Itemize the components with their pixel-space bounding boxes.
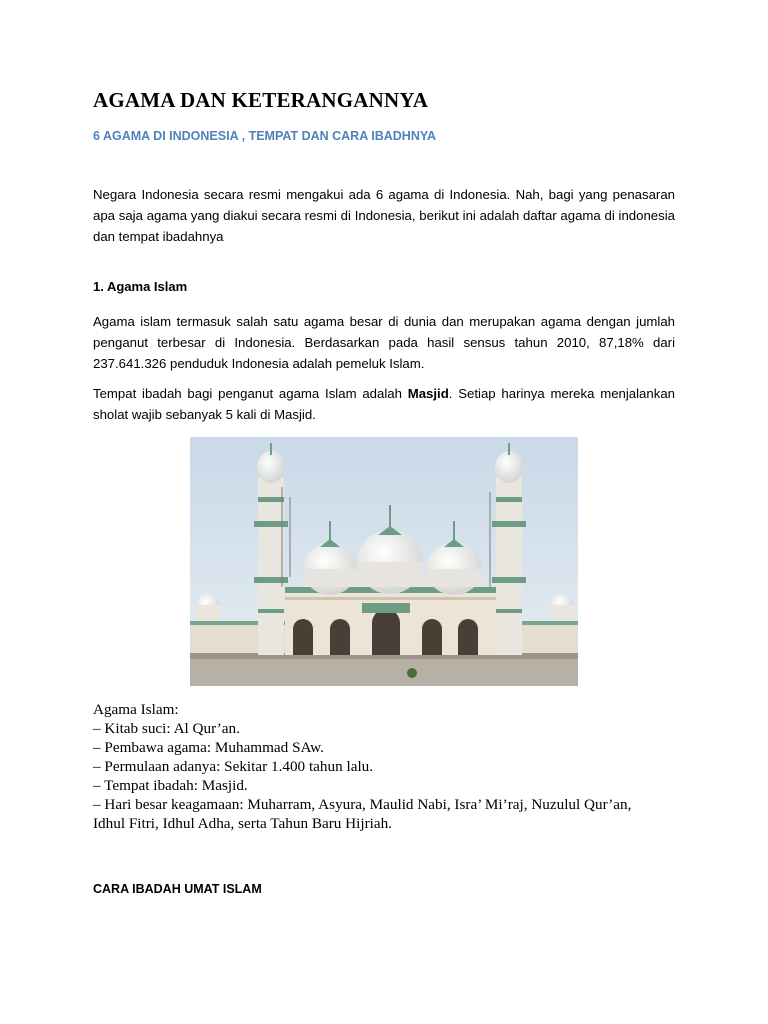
mosque-photo: [190, 437, 578, 686]
section-heading-islam: 1. Agama Islam: [93, 279, 188, 294]
info-item-permulaan: – Permulaan adanya: Sekitar 1.400 tahun lalu.: [93, 758, 374, 775]
masjid-bold-word: Masjid: [407, 386, 449, 401]
cara-ibadah-heading: CARA IBADAH UMAT ISLAM: [93, 882, 262, 896]
info-item-hari-besar-cont: Idhul Fitri, Idhul Adha, serta Tahun Baru Hijriah.: [93, 815, 392, 832]
document-title: AGAMA DAN KETERANGANNYA: [93, 88, 429, 112]
islam-paragraph: Agama islam termasuk salah satu agama besar di dunia dan merupakan agama dengan jumlah penganut terbesar di Indonesia. Berdasarkan pada hasil sensus tahun 2010, 87,18% dari 237.641.326 penduduk Indonesia adalah pemeluk Islam.: [93, 314, 675, 371]
intro-paragraph: Negara Indonesia secara resmi mengakui ada 6 agama di Indonesia. Nah, bagi yang penasaran apa saja agama yang diakui secara resmi di Indonesia, berikut ini adalah daftar agama di indonesia dan tempat ibadahnya: [93, 187, 675, 244]
info-item-pembawa: – Pembawa agama: Muhammad SAw.: [93, 739, 324, 756]
masjid-text-after: . Setiap harinya mereka menjalankan sholat wajib sebanyak 5 kali di Masjid.: [93, 386, 675, 422]
info-item-tempat: – Tempat ibadah: Masjid.: [93, 777, 248, 794]
masjid-text-before: Tempat ibadah bagi penganut agama Islam adalah: [93, 386, 408, 401]
masjid-paragraph: [93, 383, 675, 425]
document-subtitle: 6 AGAMA DI INDONESIA , TEMPAT DAN CARA IBADHNYA: [93, 129, 437, 143]
info-heading: Agama Islam:: [93, 701, 179, 718]
info-item-kitab: – Kitab suci: Al Qur’an.: [93, 720, 240, 737]
info-item-hari-besar: – Hari besar keagamaan: Muharram, Asyura, Maulid Nabi, Isra’ Mi’raj, Nuzulul Qur’an,: [93, 796, 632, 813]
islam-info-list: [93, 700, 683, 833]
